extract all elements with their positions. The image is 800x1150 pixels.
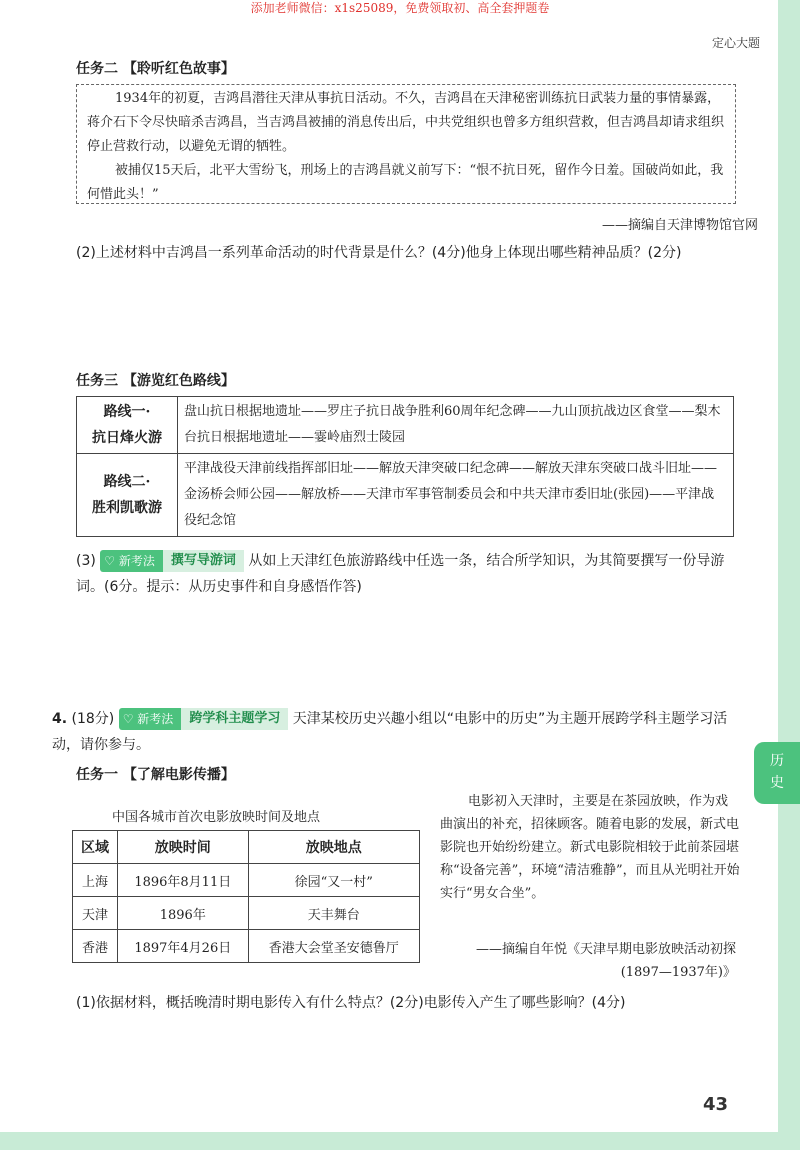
- story-paragraph-2: 被捕仅15天后，北平大雪纷飞，刑场上的吉鸿昌就义前写下：“恨不抗日死，留作今日羞。国破尚如此，我何惜此头！”: [87, 163, 724, 202]
- route-name: [77, 454, 178, 537]
- question-number: 4.: [52, 711, 68, 727]
- section-header: 定心大题: [711, 36, 760, 50]
- story-box: [76, 84, 736, 204]
- route-name-line1: 路线一·: [103, 404, 151, 420]
- table-header: 放映时间: [118, 831, 249, 864]
- route-stops: 平津战役天津前线指挥部旧址——解放天津突破口纪念碑——解放天津东突破口战斗旧址——金汤桥会师公园——解放桥——天津市军事管制委员会和中共天津市委旧址(张园)——平津战役纪念馆: [178, 454, 734, 537]
- task2-title: 任务二 【聆听红色故事】: [76, 61, 235, 77]
- table-header: 区域: [73, 831, 118, 864]
- table-caption: 中国各城市首次电影放映时间及地点: [112, 810, 321, 825]
- subject-tab-char-1: 历: [770, 753, 784, 769]
- story-source: ——摘编自天津博物馆官网: [601, 218, 758, 233]
- question-4-intro: [52, 706, 740, 758]
- table-cell: 天津: [73, 897, 118, 930]
- task1-title: 任务一 【了解电影传播】: [76, 767, 235, 783]
- table-cell: 1896年8月11日: [118, 864, 249, 897]
- new-method-badge: [119, 708, 289, 730]
- question-3: [76, 548, 740, 600]
- badge-tag: ♡ 新考法: [119, 708, 182, 730]
- watermark: 添加老师微信：x1s25089，免费领取初、高全套押题卷: [250, 1, 550, 15]
- question-4-text: 天津某校历史兴趣小组以“电影中的历史”为主题开展跨学科主题学习活动，请你参与。: [52, 711, 728, 753]
- question-score: (18分): [71, 711, 115, 727]
- route-name-line2: 胜利凯歌游: [92, 500, 162, 516]
- table-cell: 徐园“又一村”: [248, 864, 419, 897]
- film-source: ——摘编自年悦《天津早期电影放映活动初探(1897—1937年)》: [475, 942, 736, 980]
- table-cell: 1897年4月26日: [118, 930, 249, 963]
- question-2: (2)上述材料中吉鸿昌一系列革命活动的时代背景是什么？(4分)他身上体现出哪些精神品质？(2分): [76, 245, 682, 261]
- table-cell: 香港: [73, 930, 118, 963]
- question-3-prefix: (3): [76, 553, 96, 569]
- route-name-line2: 抗日烽火游: [92, 430, 162, 446]
- badge-label: 跨学科主题学习: [181, 708, 288, 730]
- route-row: [77, 397, 734, 454]
- table-row: [73, 864, 420, 897]
- table-cell: 香港大会堂圣安德鲁厅: [248, 930, 419, 963]
- table-header: 放映地点: [248, 831, 419, 864]
- subject-tab-char-2: 史: [770, 775, 784, 791]
- table-row: [73, 930, 420, 963]
- table-row: [73, 897, 420, 930]
- table-cell: 上海: [73, 864, 118, 897]
- table-cell: 1896年: [118, 897, 249, 930]
- routes-table: [76, 396, 734, 537]
- film-material: 电影初入天津时，主要是在茶园放映，作为戏曲演出的补充，招徕顾客。随着电影的发展，新式电影院也开始纷纷建立。新式电影院相较于此前茶园堪称“设备完善”，环境“清洁雅静”，而且从光明社开始实行“男女合坐”。: [440, 794, 740, 901]
- table-cell: 天丰舞台: [248, 897, 419, 930]
- badge-tag: ♡ 新考法: [100, 550, 163, 572]
- subject-tab[interactable]: [754, 742, 800, 804]
- story-paragraph-1: 1934年的初夏，吉鸿昌潜往天津从事抗日活动。不久，吉鸿昌在天津秘密训练抗日武装力量的事情暴露，蒋介石下令尽快暗杀吉鸿昌，当吉鸿昌被捕的消息传出后，中共党组织也曾多方组织营救，但吉鸿昌却请求组织停止营救行动，以避免无谓的牺牲。: [87, 91, 725, 154]
- page-frame-right: [778, 0, 800, 1150]
- film-table: [72, 830, 420, 963]
- question-3-text: 从如上天津红色旅游路线中任选一条，结合所学知识，为其简要撰写一份导游词。(6分。提示：从历史事件和自身感悟作答): [76, 553, 725, 595]
- new-method-badge: [100, 550, 244, 572]
- route-name: [77, 397, 178, 454]
- page-frame-bottom: [0, 1132, 800, 1150]
- table-header-row: [73, 831, 420, 864]
- route-row: [77, 454, 734, 537]
- route-stops: 盘山抗日根据地遗址——罗庄子抗日战争胜利60周年纪念碑——九山顶抗战边区食堂——梨木台抗日根据地遗址——霎岭庙烈士陵园: [178, 397, 734, 454]
- badge-label: 撰写导游词: [163, 550, 244, 572]
- page-number: 43: [702, 1094, 728, 1115]
- question-4-1: (1)依据材料，概括晚清时期电影传入有什么特点？(2分)电影传入产生了哪些影响？(4分): [76, 995, 626, 1011]
- route-name-line1: 路线二·: [103, 474, 151, 490]
- task3-title: 任务三 【游览红色路线】: [76, 373, 235, 389]
